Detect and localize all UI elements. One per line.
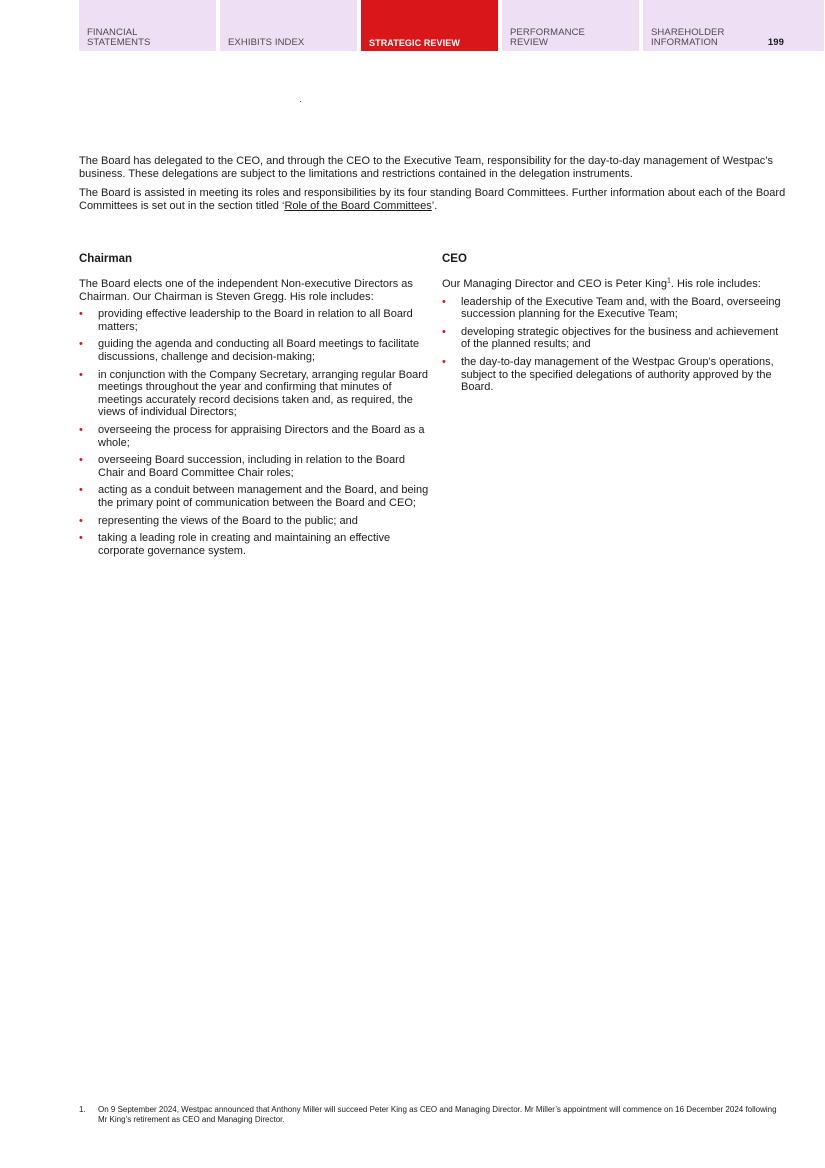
list-item: • leadership of the Executive Team and, with the Board, overseeing succession planning for the Executive Team;	[442, 296, 782, 321]
board-committees-link[interactable]: Role of the Board Committees	[284, 199, 432, 212]
section-navigation	[79, 0, 825, 51]
footnote-marker: 1	[667, 277, 671, 285]
footnote	[79, 1105, 779, 1124]
ceo-intro-text: Our Managing Director and CEO is Peter King	[442, 278, 667, 290]
ceo-intro-text-end: . His role includes:	[670, 278, 761, 290]
tab-label: EXHIBITS INDEX	[228, 37, 305, 48]
list-item: • in conjunction with the Company Secretary, arranging regular Board meetings throughout the year and confirming that minutes of meetings accurately record decisions taken and, as required, the views of individual Directors;	[79, 369, 429, 419]
chairman-intro: The Board elects one of the independent Non-executive Directors as Chairman. Our Chairman is Steven Gregg. His role includes:	[79, 278, 413, 303]
list-item: • guiding the agenda and conducting all Board meetings to facilitate discussions, challenge and decision-making;	[79, 338, 429, 363]
tab-shareholder-information[interactable]	[643, 0, 824, 51]
footnote-text: On 9 September 2024, Westpac announced that Anthony Miller will succeed Peter King as CEO and Managing Director. Mr Miller’s appointment will commence on 16 December 2024 following Mr King’s retirement as CEO and Managing Director.	[98, 1105, 777, 1124]
list-item: • the day-to-day management of the Westpac Group’s operations, subject to the specified delegations of authority approved by the Board.	[442, 356, 782, 394]
tab-performance-review[interactable]	[502, 0, 639, 51]
tab-label: PERFORMANCE REVIEW	[510, 27, 585, 48]
intro-paragraph-delegation: The Board has delegated to the CEO, and through the CEO to the Executive Team, responsibility for the day-to-day management of Westpac’s business. These delegations are subject to the limitations and restrictions contained in the delegation instruments.	[79, 155, 774, 180]
tab-label: FINANCIAL STATEMENTS	[87, 27, 151, 48]
intro-text: The Board is assisted in meeting its roles and responsibilities by its four standing Board Committees. Further information about each of the Board Committees is set out in the section titled ‘	[79, 187, 786, 212]
intro-text-end: ’.	[431, 199, 438, 212]
chairman-section	[79, 253, 429, 557]
page-number: 199	[767, 37, 784, 48]
tab-label: SHAREHOLDER INFORMATION	[651, 27, 725, 48]
ceo-intro	[442, 278, 782, 291]
chairman-heading: Chairman	[79, 253, 133, 265]
intro-section	[79, 155, 789, 219]
tab-exhibits-index[interactable]	[220, 0, 357, 51]
list-item: • representing the views of the Board to the public; and	[79, 515, 429, 528]
list-item: • developing strategic objectives for the business and achievement of the planned results; and	[442, 326, 782, 351]
ceo-heading: CEO	[442, 253, 467, 265]
list-item: • overseeing the process for appraising Directors and the Board as a whole;	[79, 424, 429, 449]
ceo-role-list	[442, 296, 782, 394]
tab-label: STRATEGIC REVIEW	[369, 38, 460, 48]
tab-financial-statements[interactable]	[79, 0, 216, 51]
list-item: • providing effective leadership to the Board in relation to all Board matters;	[79, 308, 429, 333]
list-item: • overseeing Board succession, including in relation to the Board Chair and Board Committee Chair roles;	[79, 454, 429, 479]
ceo-section	[442, 253, 782, 394]
list-item: • acting as a conduit between management and the Board, and being the primary point of communication between the Board and CEO;	[79, 484, 429, 509]
chairman-role-list	[79, 308, 429, 557]
intro-paragraph-committees	[79, 187, 789, 212]
footnote-number: 1.	[79, 1105, 86, 1114]
tab-strategic-review[interactable]	[361, 0, 498, 51]
stray-dot	[300, 101, 301, 102]
list-item: • taking a leading role in creating and maintaining an effective corporate governance system.	[79, 532, 429, 557]
